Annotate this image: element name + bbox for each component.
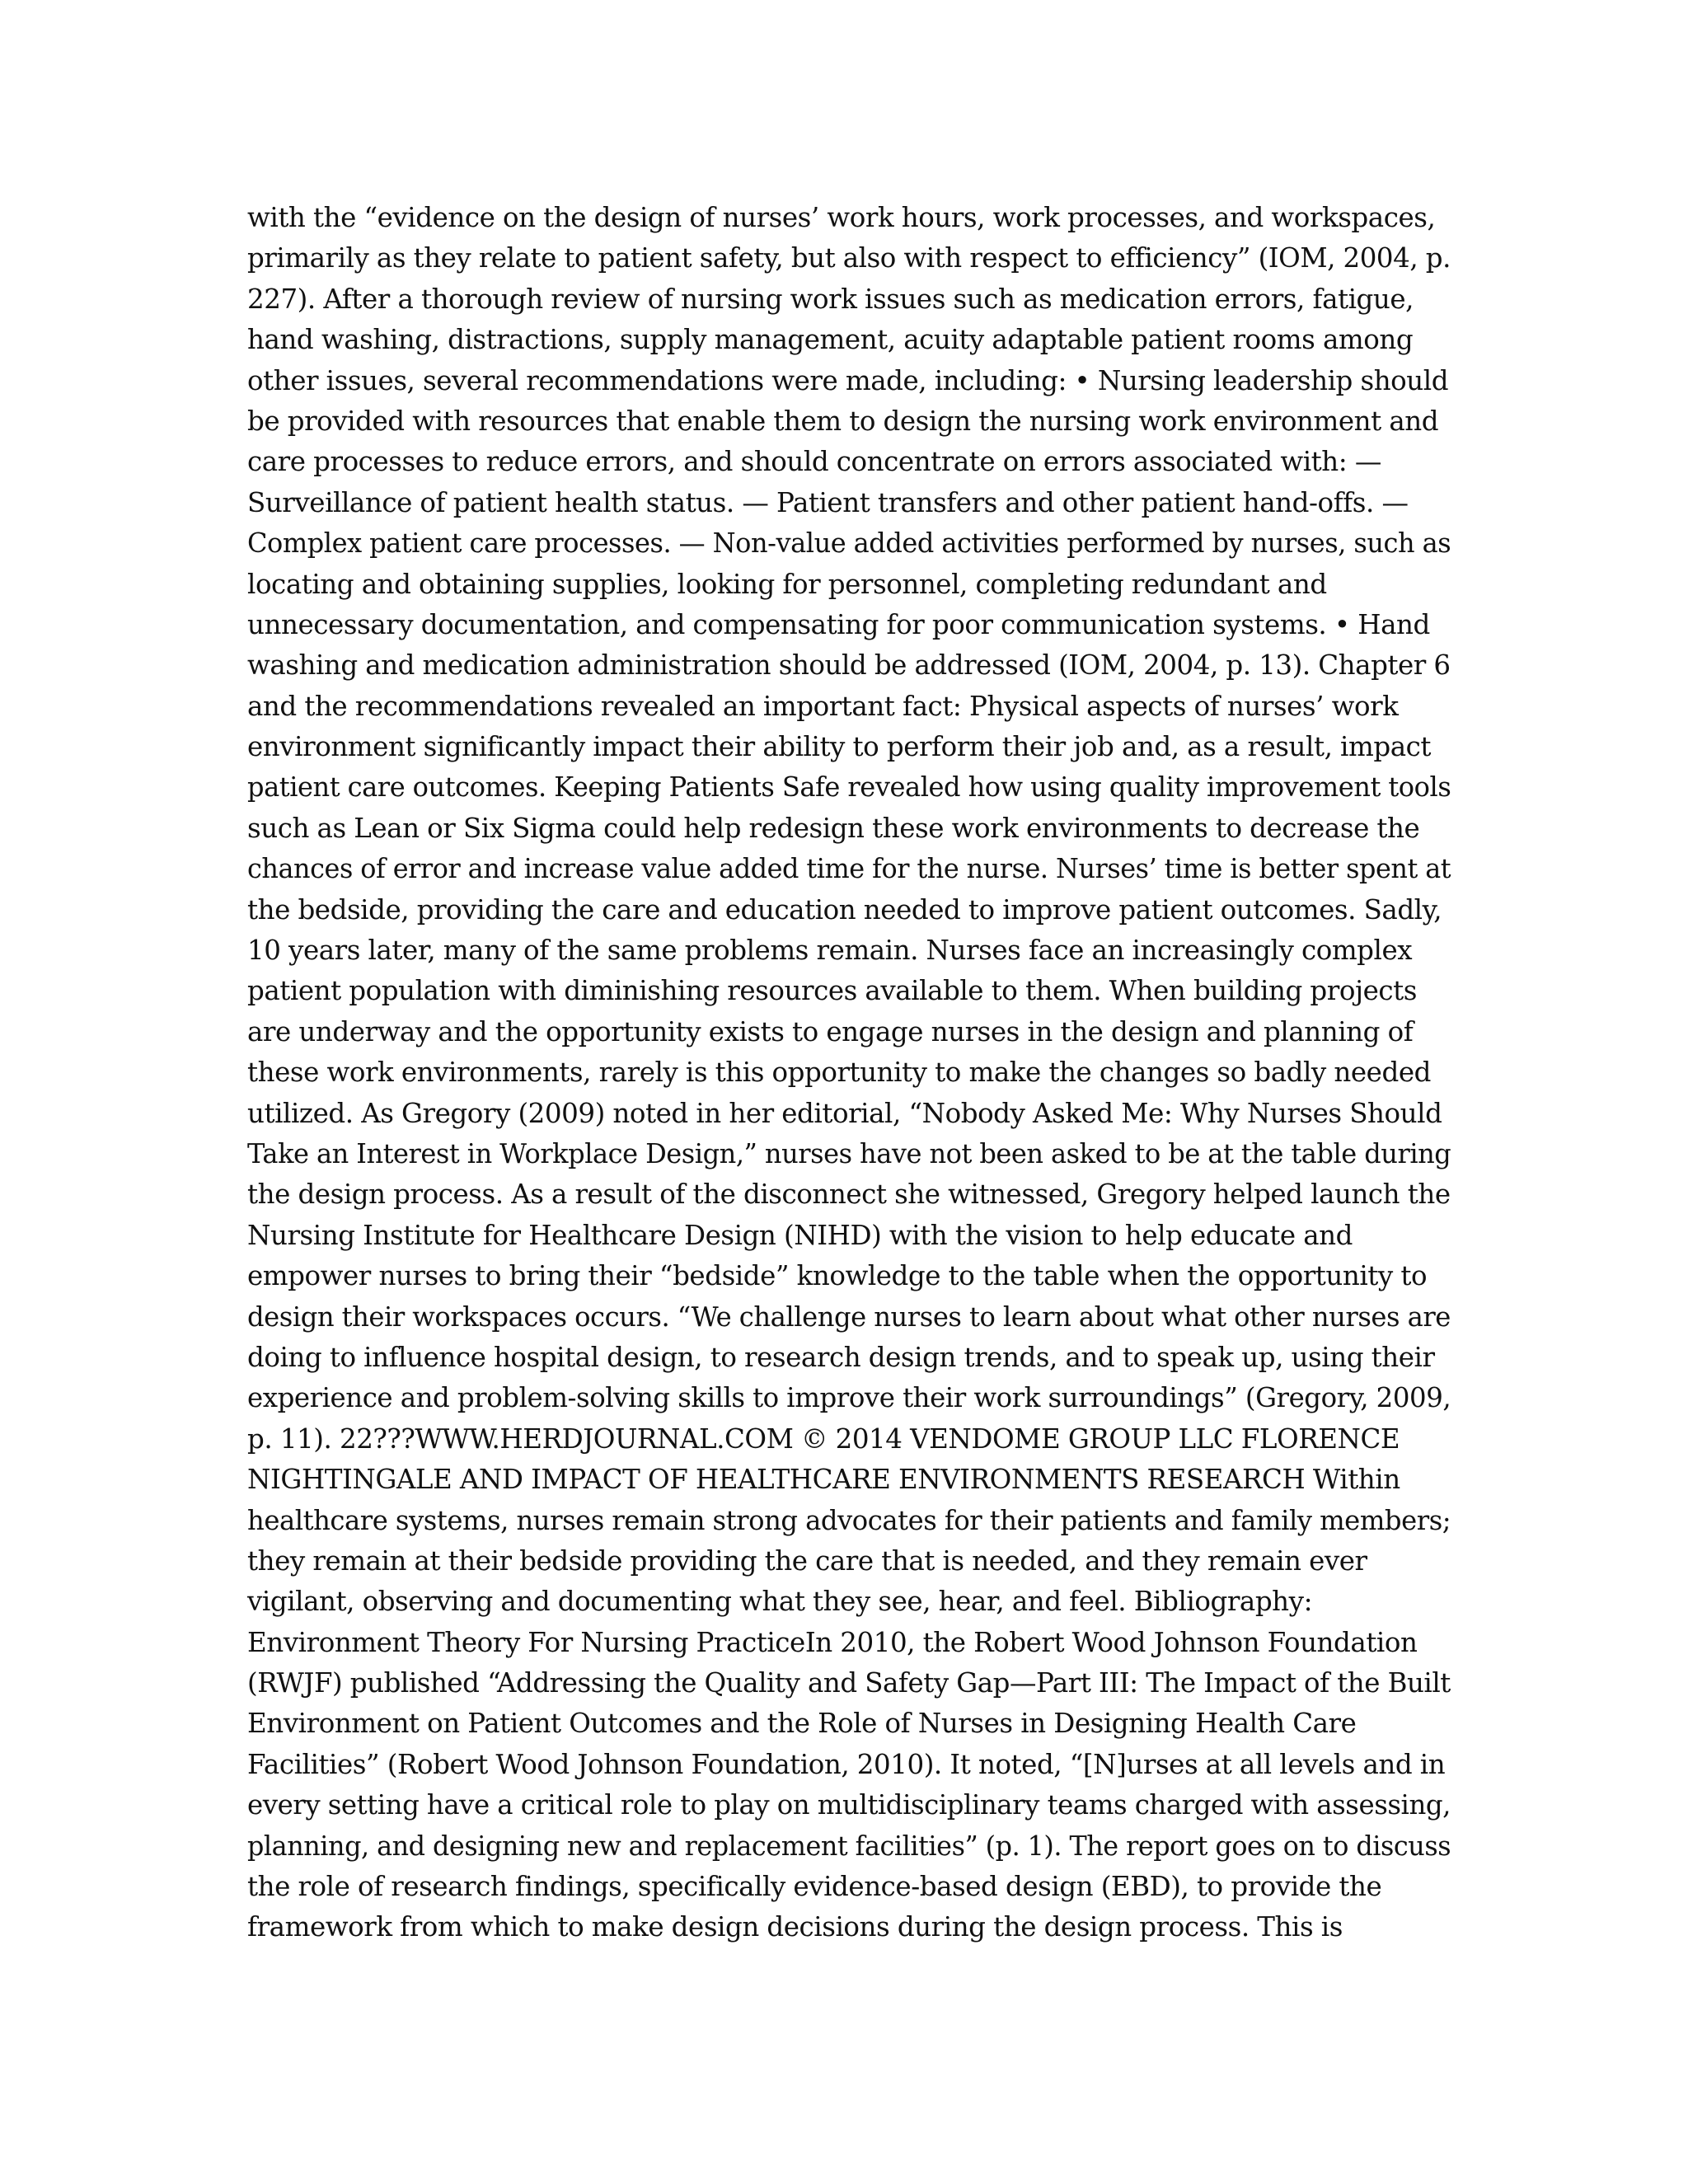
text-line: Environment on Patient Outcomes and the Role of Nurses in Designing Health Care [247,1708,1357,1740]
text-line: the role of research findings, specifically evidence-based design (EBD), to provide the [247,1871,1382,1903]
text-line: washing and medication administration should be addressed (IOM, 2004, p. 13). Chapter 6 [247,649,1451,682]
text-line: environment significantly impact their ability to perform their job and, as a result, impact [247,731,1431,763]
text-line: utilized. As Gregory (2009) noted in her editorial, “Nobody Asked Me: Why Nurses Should [247,1097,1442,1129]
text-line: care processes to reduce errors, and should concentrate on errors associated with: — [247,446,1381,478]
text-line: Complex patient care processes. — Non-value added activities performed by nurses, such as [247,527,1451,560]
text-line: design their workspaces occurs. “We challenge nurses to learn about what other nurses are [247,1301,1451,1333]
text-line: experience and problem-solving skills to improve their work surroundings” (Gregory, 2009, [247,1382,1451,1414]
text-line: every setting have a critical role to play on multidisciplinary teams charged with assessing, [247,1789,1451,1821]
text-line: vigilant, observing and documenting what they see, hear, and feel. Bibliography: [247,1586,1313,1618]
text-line: 10 years later, many of the same problems remain. Nurses face an increasingly complex [247,935,1413,967]
text-line: locating and obtaining supplies, looking for personnel, completing redundant and [247,568,1327,600]
text-line: doing to influence hospital design, to research design trends, and to speak up, using their [247,1341,1435,1373]
text-line: chances of error and increase value added time for the nurse. Nurses’ time is better spent at [247,853,1451,885]
text-line: (RWJF) published “Addressing the Quality and Safety Gap—Part III: The Impact of the Built [247,1667,1451,1699]
text-line: hand washing, distractions, supply management, acuity adaptable patient rooms among [247,324,1414,356]
text-line: patient care outcomes. Keeping Patients Safe revealed how using quality improvement tools [247,771,1451,804]
text-line: Take an Interest in Workplace Design,” nurses have not been asked to be at the table during [247,1137,1451,1169]
text-line: other issues, several recommendations were made, including: • Nursing leadership should [247,364,1449,396]
text-line: Surveillance of patient health status. — Patient transfers and other patient hand-offs. — [247,486,1409,518]
text-line: framework from which to make design decisions during the design process. This is [247,1911,1343,1943]
text-line: such as Lean or Six Sigma could help redesign these work environments to decrease the [247,812,1420,844]
text-line: with the “evidence on the design of nurses’ work hours, work processes, and workspaces, [247,202,1436,233]
text-line: and the recommendations revealed an important fact: Physical aspects of nurses’ work [247,690,1399,722]
text-line: planning, and designing new and replacement facilities” (p. 1). The report goes on to discuss [247,1830,1451,1862]
text-line: be provided with resources that enable them to design the nursing work environment and [247,405,1439,437]
text-line: the bedside, providing the care and education needed to improve patient outcomes. Sadly, [247,893,1442,926]
text-line: these work environments, rarely is this opportunity to make the changes so badly needed [247,1057,1431,1089]
text-line: empower nurses to bring their “bedside” knowledge to the table when the opportunity to [247,1260,1428,1292]
text-line: are underway and the opportunity exists to engage nurses in the design and planning of [247,1015,1414,1047]
text-line: 227). After a thorough review of nursing work issues such as medication errors, fatigue, [247,283,1414,315]
text-line: primarily as they relate to patient safety, but also with respect to efficiency” (IOM, 2004, p. [247,242,1451,274]
text-line: the design process. As a result of the disconnect she witnessed, Gregory helped launch the [247,1179,1451,1211]
text-line: NIGHTINGALE AND IMPACT OF HEALTHCARE ENVIRONMENTS RESEARCH Within [247,1464,1400,1496]
body-text [247,198,1451,1948]
text-line: patient population with diminishing resources available to them. When building projects [247,975,1417,1007]
text-line: healthcare systems, nurses remain strong advocates for their patients and family members; [247,1504,1451,1536]
text-line: they remain at their bedside providing the care that is needed, and they remain ever [247,1544,1367,1577]
text-line: unnecessary documentation, and compensating for poor communication systems. • Hand [247,608,1430,640]
text-line: Environment Theory For Nursing PracticeIn 2010, the Robert Wood Johnson Foundation [247,1626,1418,1658]
text-line: p. 11). 22???WWW.HERDJOURNAL.COM © 2014 VENDOME GROUP LLC FLORENCE [247,1422,1400,1455]
text-line: Nursing Institute for Healthcare Design (NIHD) with the vision to help educate and [247,1219,1353,1251]
text-line: Facilities” (Robert Wood Johnson Foundation, 2010). It noted, “[N]urses at all levels and in [247,1748,1446,1780]
